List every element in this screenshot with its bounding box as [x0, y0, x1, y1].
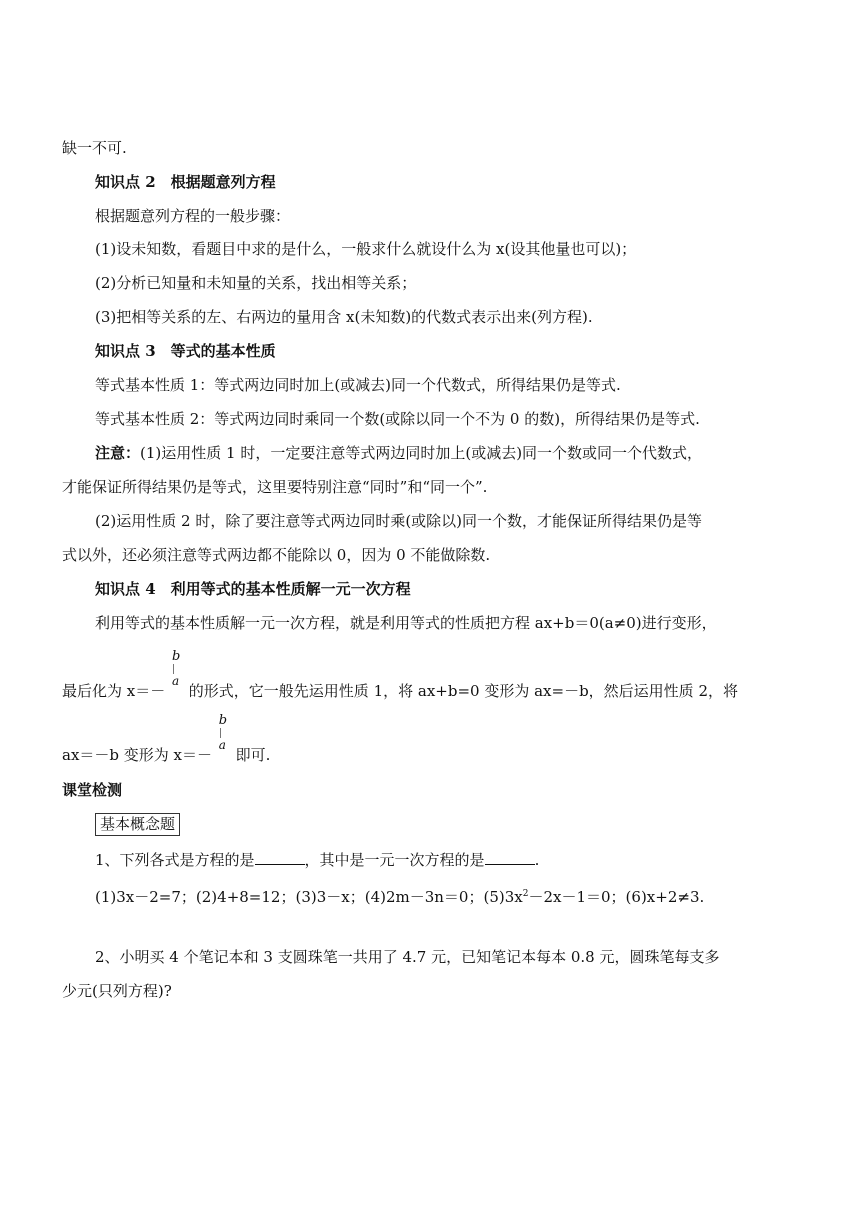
text-line: 利用等式的基本性质解一元一次方程，就是利用等式的性质把方程 ax+b＝0(a≠0)进行变形， — [95, 614, 717, 632]
knowledge-point-4-heading: 知识点 4 利用等式的基本性质解一元一次方程 — [95, 580, 411, 598]
text-line: 根据题意列方程的一般步骤： — [95, 207, 291, 225]
fraction-denominator: a — [218, 738, 226, 752]
answer-blank[interactable] — [255, 850, 305, 865]
text-line: (1)设未知数，看题目中求的是什么，一般求什么就设什么为 x(设其他量也可以)； — [95, 240, 637, 258]
question-text: ，其中是一元一次方程的是 — [304, 851, 485, 869]
text-line-with-fraction — [62, 649, 738, 701]
knowledge-point-2-heading: 知识点 2 根据题意列方程 — [95, 173, 276, 191]
fraction-bar — [173, 664, 174, 674]
text-line-with-fraction — [62, 713, 271, 765]
text-line: 缺一不可. — [62, 139, 127, 157]
fraction-numerator: b — [218, 713, 228, 728]
text-line: 才能保证所得结果仍是等式，这里要特别注意“同时”和“同一个”. — [62, 478, 488, 496]
text-segment: ax＝－b 变形为 x＝－ — [62, 746, 213, 764]
text-line: (2)运用性质 2 时，除了要注意等式两边同时乘(或除以)同一个数，才能保证所得结果仍是等 — [95, 512, 703, 530]
text-line: (3)把相等关系的左、右两边的量用含 x(未知数)的代数式表示出来(列方程). — [95, 308, 593, 326]
note-line — [95, 443, 702, 463]
question-text: . — [534, 851, 540, 869]
question-1-options — [95, 884, 704, 907]
options-text: －2x－1＝0；(6)x+2≠3. — [528, 888, 705, 906]
question-2: 2、小明买 4 个笔记本和 3 支圆珠笔一共用了 4.7 元，已知笔记本每本 0.8 元，圆珠笔每支多 — [95, 948, 720, 966]
subsection-box — [95, 814, 180, 834]
section-title: 课堂检测 — [62, 781, 123, 799]
note-label: 注意： — [95, 444, 141, 462]
fraction-numerator: b — [172, 649, 181, 664]
question-2-cont: 少元(只列方程)? — [62, 982, 172, 1000]
text-segment: 最后化为 x＝－ — [62, 682, 166, 700]
question-text: 1、下列各式是方程的是 — [95, 851, 255, 869]
fraction-denominator: a — [172, 674, 180, 688]
subsection-label: 基本概念题 — [95, 813, 180, 836]
answer-blank[interactable] — [485, 850, 535, 865]
fraction-b-over-a — [217, 713, 231, 760]
knowledge-point-3-heading: 知识点 3 等式的基本性质 — [95, 342, 276, 360]
text-line: (2)分析已知量和未知量的关系，找出相等关系； — [95, 274, 417, 292]
text-line: 等式基本性质 1：等式两边同时加上(或减去)同一个代数式，所得结果仍是等式. — [95, 376, 621, 394]
text-line: 等式基本性质 2：等式两边同时乘同一个数(或除以同一个不为 0 的数)，所得结果仍是等式. — [95, 410, 700, 428]
text-line: 式以外，还必须注意等式两边都不能除以 0，因为 0 不能做除数. — [62, 546, 491, 564]
options-text: (1)3x－2=7；(2)4+8=12；(3)3－x；(4)2m－3n＝0；(5)3x — [95, 888, 523, 906]
exponent: 2 — [522, 889, 529, 899]
fraction-bar — [220, 728, 221, 738]
fraction-b-over-a — [170, 649, 184, 696]
text-segment: 即可. — [235, 746, 271, 764]
question-1 — [95, 850, 539, 870]
note-text: (1)运用性质 1 时，一定要注意等式两边同时加上(或减去)同一个数或同一个代数式， — [140, 444, 703, 462]
text-segment: 的形式，它一般先运用性质 1，将 ax+b=0 变形为 ax=－b，然后运用性质 2，将 — [188, 682, 738, 700]
